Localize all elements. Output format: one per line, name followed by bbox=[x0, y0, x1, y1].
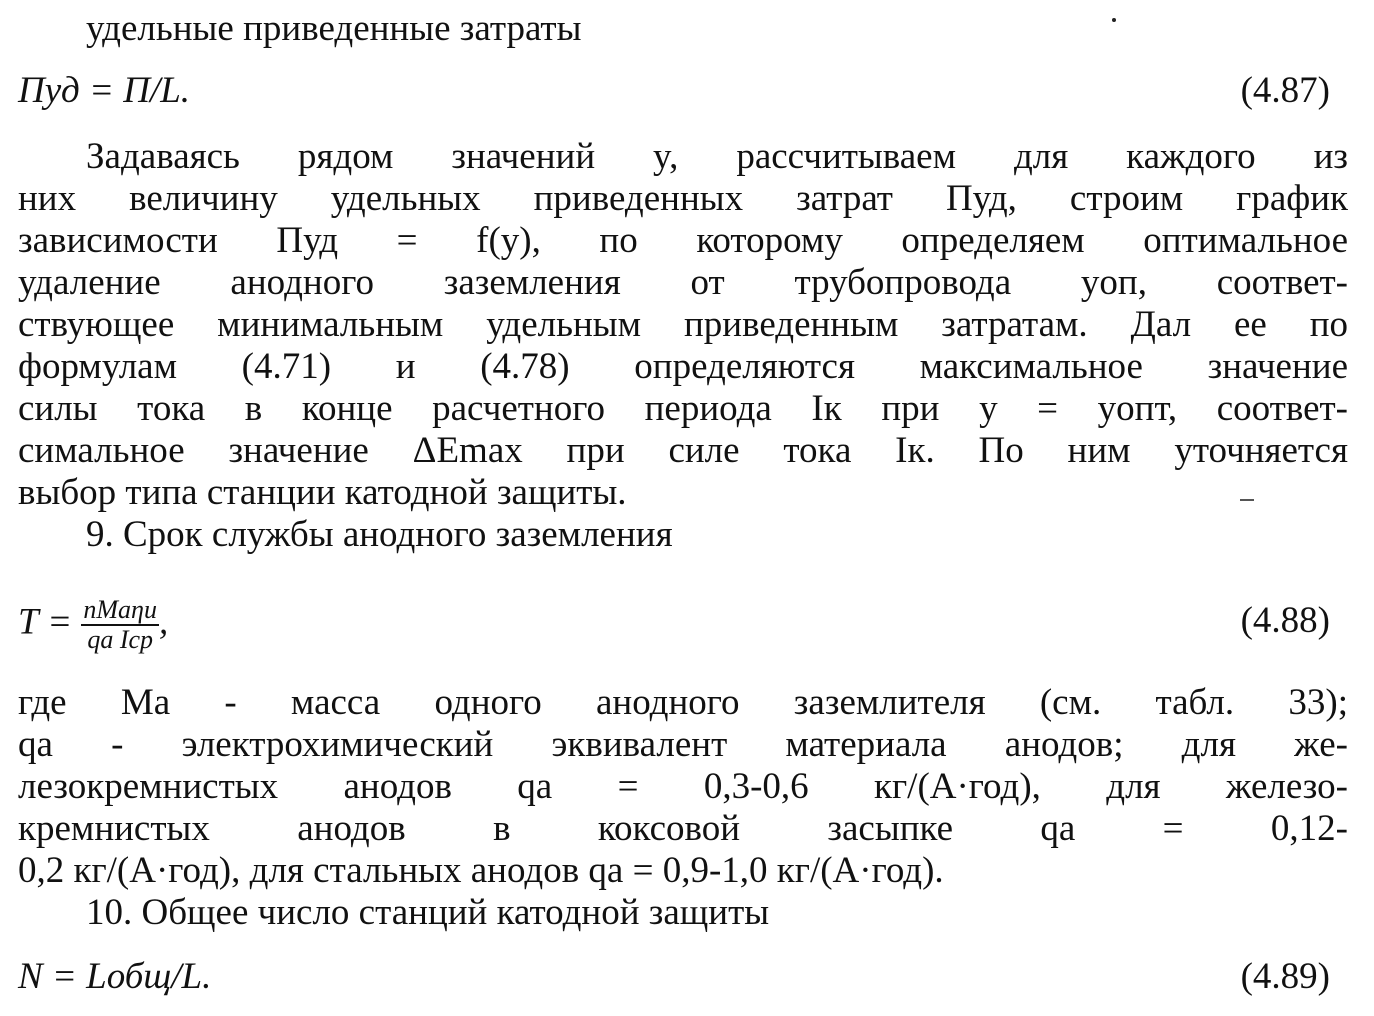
equation-4-88 bbox=[18, 586, 1330, 656]
item-9-heading: 9. Срок службы анодного заземления bbox=[86, 514, 673, 555]
paragraph-1-line: силы тока в конце расчетного периода Iк при y = yопт, соответ- bbox=[18, 388, 1348, 429]
paragraph-1-line: симальное значение ΔEmax при силе тока Iк. По ним уточняется bbox=[18, 430, 1348, 471]
equation-4-88-numerator: nMaηи bbox=[83, 595, 157, 624]
paragraph-2-line: лезокремнистых анодов qa = 0,3-0,6 кг/(А·год), для железо- bbox=[18, 766, 1348, 807]
paragraph-1-line: выбор типа станции катодной защиты. bbox=[18, 472, 627, 513]
scan-speck bbox=[1112, 18, 1116, 22]
paragraph-1-line: формулам (4.71) и (4.78) определяются максимальное значение bbox=[18, 346, 1348, 387]
paragraph-1-line: Задаваясь рядом значений y, рассчитываем для каждого из bbox=[86, 136, 1348, 177]
equation-4-88-formula bbox=[18, 596, 168, 654]
equation-4-88-lhs: T = bbox=[18, 601, 73, 643]
equation-4-88-fraction bbox=[81, 596, 159, 654]
paragraph-1-line: них величину удельных приведенных затрат Пуд, строим график bbox=[18, 178, 1348, 219]
heading-top: удельные приведенные затраты bbox=[86, 8, 582, 49]
paragraph-1-line: ствующее минимальным удельным приведенным затратам. Дал ее по bbox=[18, 304, 1348, 345]
equation-4-88-denominator: qa Iср bbox=[87, 625, 154, 654]
item-10-heading: 10. Общее число станций катодной защиты bbox=[86, 892, 770, 933]
equation-4-89-formula: N = Lобщ/L. bbox=[18, 956, 212, 997]
paragraph-2-line: кремнистых анодов в коксовой засыпке qa = 0,12- bbox=[18, 808, 1348, 849]
equation-4-89 bbox=[18, 956, 1330, 1006]
equation-4-87 bbox=[18, 70, 1330, 120]
equation-4-87-number: (4.87) bbox=[1240, 70, 1330, 111]
equation-4-89-number: (4.89) bbox=[1240, 956, 1330, 997]
paragraph-2-line: qa - электрохимический эквивалент материала анодов; для же- bbox=[18, 724, 1348, 765]
paragraph-1-line: зависимости Пуд = f(y), по которому определяем оптимальное bbox=[18, 220, 1348, 261]
paragraph-2-line: 0,2 кг/(А·год), для стальных анодов qa = 0,9-1,0 кг/(А·год). bbox=[18, 850, 944, 891]
equation-4-87-formula: Пуд = П/L. bbox=[18, 70, 191, 111]
equation-4-88-number: (4.88) bbox=[1240, 600, 1330, 641]
paragraph-1-line: удаление анодного заземления от трубопровода yоп, соответ- bbox=[18, 262, 1348, 303]
equation-4-88-tail: , bbox=[158, 601, 169, 643]
scan-mark bbox=[1240, 499, 1254, 501]
paragraph-2-line: где Ma - масса одного анодного заземлителя (см. табл. 33); bbox=[18, 682, 1348, 723]
